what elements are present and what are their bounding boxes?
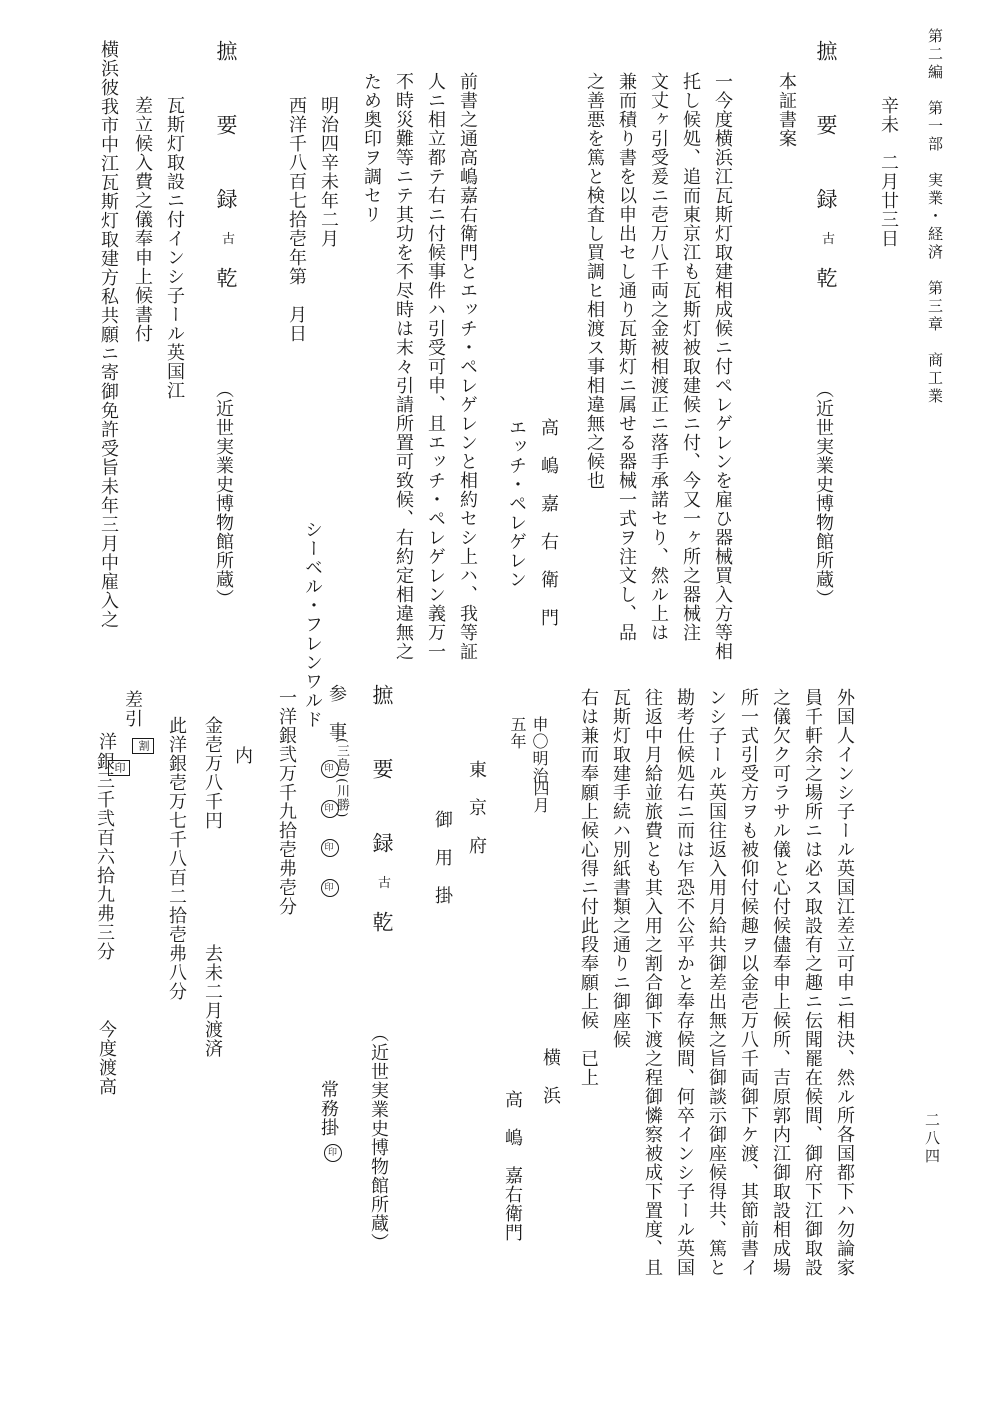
running-header: 第二編 第一部 実業・経済 第三章 商工業	[926, 28, 944, 406]
bottom-uchi: 内	[232, 746, 253, 765]
top-heading-1	[810, 40, 842, 304]
bottom-addressee-1: 東 京 府	[466, 760, 487, 855]
bottom-silver-total: 一洋銀弐万千九拾壱弗壱分	[276, 688, 297, 916]
bottom-silver-3: 銀三千弐百六拾九弗三分	[94, 752, 115, 961]
bottom-heading: 摭 要 録 古 乾	[370, 684, 394, 949]
bottom-silver-2: 此洋銀壱万七千八百二拾壱弗八分	[166, 716, 187, 1001]
bottom-date-month: 四月	[531, 780, 550, 814]
bottom-sanji: 参 事	[326, 684, 347, 741]
top-subtitle: 本証書案	[776, 72, 797, 148]
bottom-date: 申〇明治 五年	[508, 716, 549, 784]
bottom-jomu: 常務掛 印	[312, 1080, 344, 1162]
bottom-seal-names: (三島)(川勝)	[334, 738, 349, 819]
top-signatures	[500, 418, 564, 627]
signer-takashima: 高 嶋 嘉 右 衛 門	[538, 418, 559, 627]
bottom-silver-3-prefix: 洋	[96, 732, 117, 751]
bottom-source: （近世実業史博物館所蔵）	[368, 1024, 389, 1252]
bottom-body-1: 外国人インシ子ール英国江差立可申ニ相決、然ル所各国都下ハ勿論家 員千軒余之場所ニは必ス取設有之趣ニ伝聞罷在候間、御府下江御取設 之儀欠ク可ラサル儀と心付候儘奉申上候所、吉原郭内江御取設相成場 所一式引受方ヲも被仰付候趣ヲ以金壱万八千両御下ケ渡、其節前書イ ンシ子ール英国往返入用月給共御差出無之旨御談示御座候得共、篤と 勘考仕候処右ニ而は乍恐不公平かと奉存候間、何卒インシ子ール英国 往返中月給並旅費とも其入用之割合御下渡之程御憐察被成下置度、且 瓦斯灯取建手続ハ別紙書類之通りニ御座候 右は兼而奉願上候心得ニ付此段奉願上候 已上	[578, 688, 855, 1277]
top-body-2: 前書之通高嶋嘉右衛門とエッチ・ペレゲレンと相約セシ上ハ、我等証 人ニ相立都テ右ニ付候事件ハ引受可申、且エッチ・ペレゲレン義万一 不時災難等ニテ其功を不尽時は末々引請所置可致候、右約定相違無之 ため奥印ヲ調セリ	[361, 72, 478, 661]
top-heading-2: 摭 要 録 古 乾	[214, 40, 238, 305]
top-date: 辛未 二月廿三日	[878, 96, 899, 248]
heading-end: 乾	[814, 267, 838, 305]
bottom-addressee-2: 御 用 掛	[432, 810, 453, 905]
bottom-kin: 金壱万八千円	[202, 716, 223, 830]
seal-mark: 印	[321, 879, 339, 897]
top-body-1: 一今度横浜江瓦斯灯取建相成候ニ付ペレゲレンを雇ひ器械買入方等相 托し候処、追而東京江も瓦斯灯被取建候ニ付、今又一ヶ所之器械注 文丈ヶ引受爰ニ壱万八千両之金被相渡正ニ落手承諾セり、然ル上は 兼而積り書を以申出セし通り瓦斯灯ニ属せる器械一式ヲ注文し、品 之善悪を篤と検査し買調ヒ相渡ス事相違無之候也	[584, 72, 733, 661]
bottom-kondo: 今度渡高	[96, 1020, 117, 1096]
bottom-wari: 割	[132, 738, 154, 754]
heading-sub: 古	[819, 231, 834, 245]
bottom-kin-note: 去未二月渡済	[202, 944, 223, 1058]
bottom-wari-seal: 印	[108, 760, 130, 776]
top-body-3: 瓦斯灯取設ニ付インシ子ール英国江 差立候入費之儀奉申上候書付	[132, 96, 185, 400]
bottom-sign-place: 横 浜	[540, 1048, 561, 1105]
bottom-sashihiki: 差引	[122, 690, 143, 728]
bottom-seals	[310, 760, 342, 897]
top-source-1: （近世実業史博物館所蔵）	[813, 380, 834, 608]
seal-mark: 印	[324, 1144, 342, 1162]
signer-pelegrin: エッチ・ペレゲレン	[506, 418, 527, 589]
page-number: 二八四	[923, 1112, 941, 1166]
bottom-sign-name: 高 嶋 嘉右衛門	[502, 1090, 523, 1242]
seal-mark: 印	[321, 839, 339, 857]
top-source-2: （近世実業史博物館所蔵）	[213, 380, 234, 608]
seal-mark: 印	[321, 760, 339, 778]
top-body-4: 横浜彼我市中江瓦斯灯取建方私共願ニ寄御免許受旨未年三月中雇入之	[98, 40, 119, 629]
top-witness: シーベル・フレンワルド	[302, 520, 323, 729]
top-date-2: 明治四辛未年二月 西洋千八百七拾壱年第 月日	[286, 96, 339, 343]
seal-mark: 印	[321, 800, 339, 818]
heading-text: 摭 要 録	[814, 40, 838, 225]
